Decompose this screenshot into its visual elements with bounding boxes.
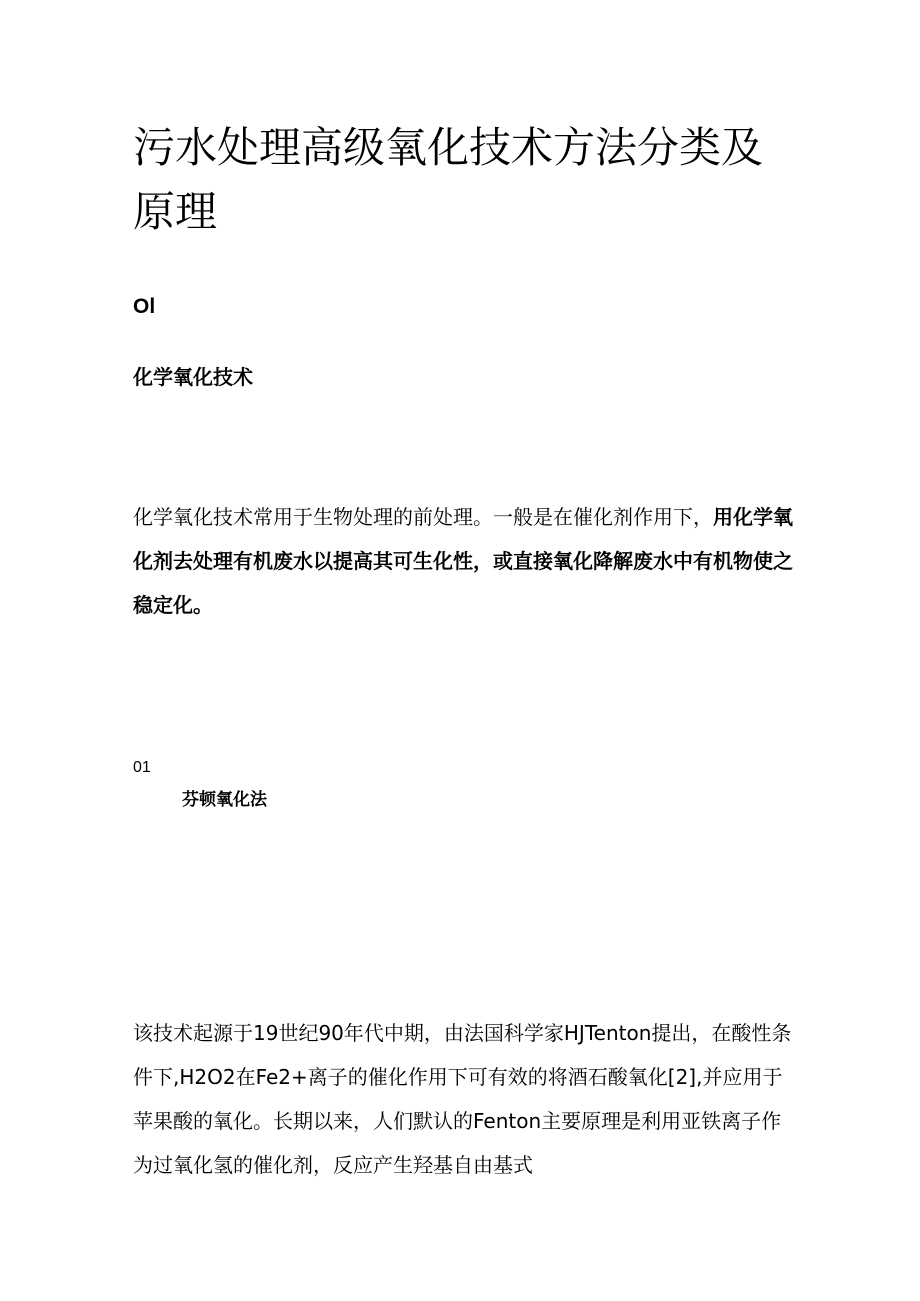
subsection-heading: 芬顿氧化法 <box>182 790 267 810</box>
intro-bold-text: 用化学氧化剂去处理有机废水以提高其可生化性，或直接氧化降解废水中有机物使之稳定化。 <box>133 505 793 617</box>
document-title: 污水处理高级氧化技术方法分类及原理 <box>133 123 764 236</box>
fenton-paragraph: 该技术起源于19世纪90年代中期，由法国科学家HJTenton提出，在酸性条件下,H2O2在Fe2+离子的催化作用下可有效的将酒石酸氧化[2],并应用于苹果酸的氧化。长期以来，人们默认的Fenton主要原理是利用亚铁离子作为过氧化氢的催化剂，反应产生羟基自由基式 <box>133 1021 792 1177</box>
section-number: Ol <box>133 295 156 318</box>
section-intro-paragraph <box>133 495 793 627</box>
section-heading: 化学氧化技术 <box>133 365 253 389</box>
intro-plain-text: 化学氧化技术常用于生物处理的前处理。一般是在催化剂作用下， <box>133 505 713 529</box>
subsection-number: 01 <box>133 759 151 776</box>
